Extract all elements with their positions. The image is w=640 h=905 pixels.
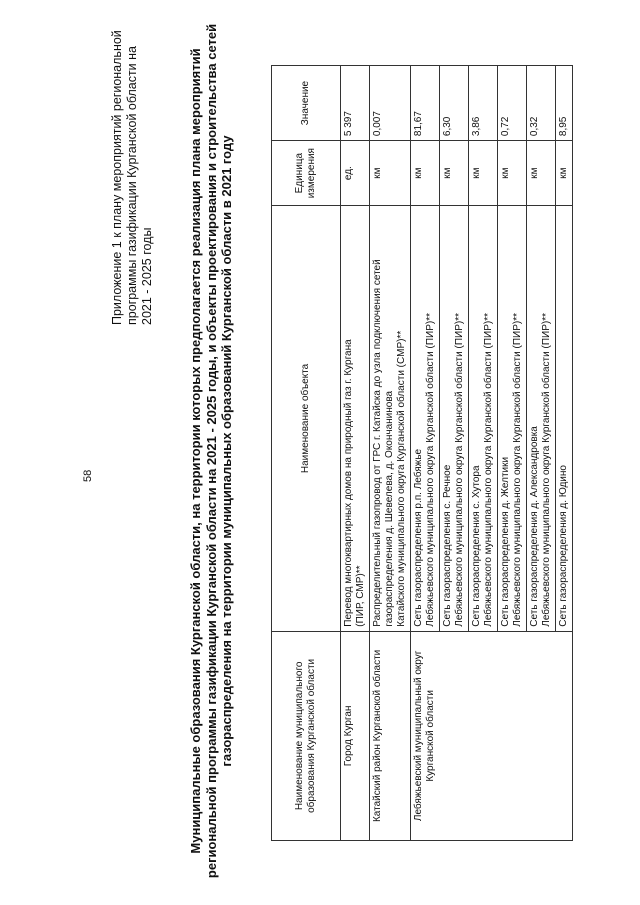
object-cell xyxy=(341,206,370,632)
object-sub: Лебяжьевского муниципального округа Курганской области (ПИР)** xyxy=(425,313,436,627)
municipality-cell: Катайский район Курганской области xyxy=(370,631,411,840)
value-cell: 8,95 xyxy=(556,66,573,141)
object-cell xyxy=(556,206,573,632)
value-cell: 0,007 xyxy=(370,66,411,141)
object-cell xyxy=(527,206,556,632)
appendix-note: Приложение 1 к плану мероприятий региональной программы газификации Курганской области на 2021 - 2025 годы xyxy=(110,30,154,325)
object-sub: (ПИР, СМР)** xyxy=(355,565,366,627)
object-name: Сеть газораспределения р.п. Лебяжье xyxy=(413,448,424,627)
value-cell: 3,86 xyxy=(469,66,498,141)
unit-cell: ед. xyxy=(341,141,370,206)
object-name: Распределительный газопровод от ГРС г. Катайска до узла подключения сетей газораспределения д. Шевелева, д. Окончанинова xyxy=(372,259,395,627)
value-cell: 0,72 xyxy=(498,66,527,141)
unit-cell: км xyxy=(469,141,498,206)
object-name: Сеть газораспределения д. Юдино xyxy=(558,465,569,627)
object-name: Сеть газораспределения с. Хутора xyxy=(471,465,482,627)
unit-cell: км xyxy=(440,141,469,206)
header-object: Наименование объекта xyxy=(272,206,341,632)
object-name: Сеть газораспределения д. Желтики xyxy=(500,456,511,627)
unit-cell: км xyxy=(370,141,411,206)
header-municipality: Наименование муниципального образования Курганской области xyxy=(272,631,341,840)
table-row xyxy=(411,66,440,841)
table-header-row xyxy=(272,66,341,841)
value-cell: 5 397 xyxy=(341,66,370,141)
object-cell xyxy=(370,206,411,632)
object-cell xyxy=(469,206,498,632)
document-title: Муниципальные образования Курганской области, на территории которых предполагается реализация плана мероприятий региональной программы газификации Курганской области на 2021 - 2025 годы, и объекты проектирования и строительства сетей газораспределения на территории муниципальных образований Курганской области в 2021 году xyxy=(188,23,234,879)
municipality-cell: Лебяжьевский муниципальный округ Курганской области xyxy=(411,631,573,840)
value-cell: 6,30 xyxy=(440,66,469,141)
unit-cell: км xyxy=(556,141,573,206)
object-name: Перевод многоквартирных домов на природный газ г. Кургана xyxy=(343,339,354,627)
table-row xyxy=(341,66,370,841)
unit-cell: км xyxy=(411,141,440,206)
object-name: Сеть газораспределения с. Речное xyxy=(442,464,453,627)
object-sub: Катайского муниципального округа Курганской области (СМР)** xyxy=(396,330,407,627)
object-name: Сеть газораспределения д. Александровка xyxy=(529,426,540,627)
objects-table xyxy=(271,65,573,841)
page-number: 58 xyxy=(82,469,94,482)
unit-cell: км xyxy=(498,141,527,206)
object-sub: Лебяжьевского муниципального округа Курганской области (ПИР)** xyxy=(483,313,494,627)
unit-cell: км xyxy=(527,141,556,206)
value-cell: 81,67 xyxy=(411,66,440,141)
table-row xyxy=(370,66,411,841)
object-sub: Лебяжьевского муниципального округа Курганской области (ПИР)** xyxy=(454,313,465,627)
value-cell: 0,32 xyxy=(527,66,556,141)
object-cell xyxy=(498,206,527,632)
header-value: Значение xyxy=(272,66,341,141)
object-sub: Лебяжьевского муниципального округа Курганской области (ПИР)** xyxy=(541,313,552,627)
object-cell xyxy=(440,206,469,632)
object-sub: Лебяжьевского муниципального округа Курганской области (ПИР)** xyxy=(512,313,523,627)
header-unit: Единица измерения xyxy=(272,141,341,206)
municipality-cell: Город Курган xyxy=(341,631,370,840)
object-cell xyxy=(411,206,440,632)
